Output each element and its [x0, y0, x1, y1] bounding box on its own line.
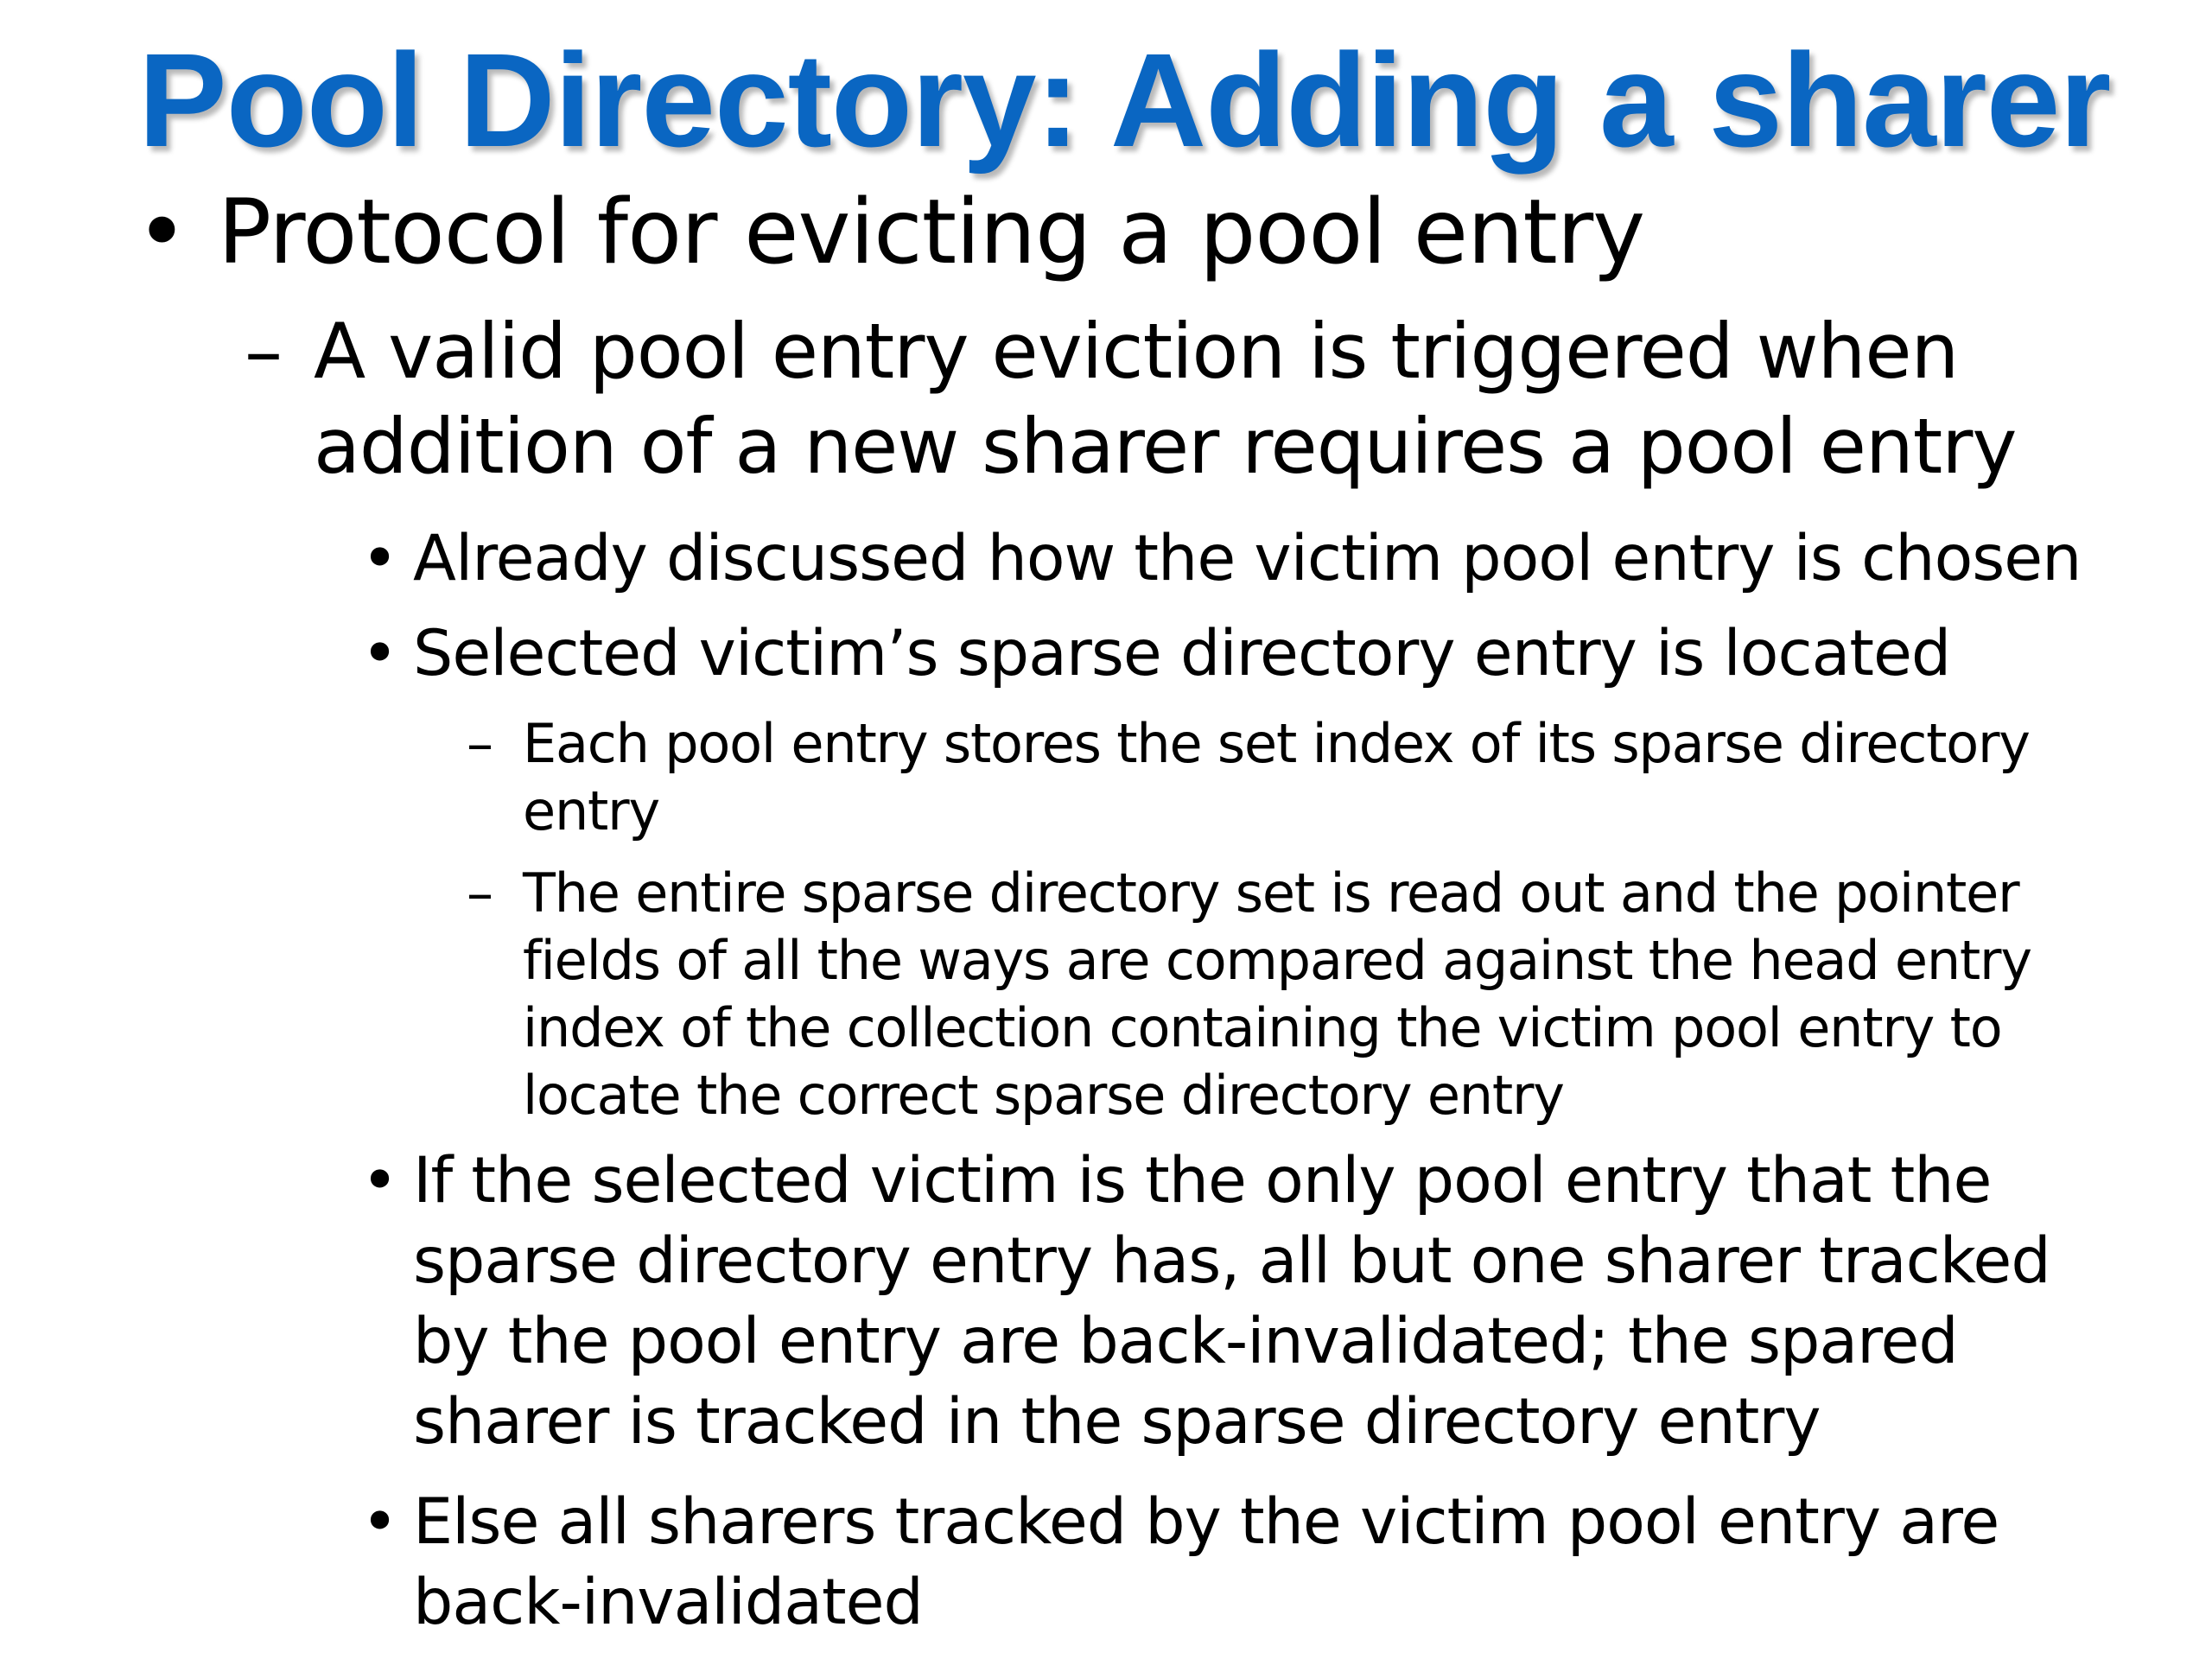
bullet-marker: • [361, 617, 398, 690]
bullet-line: Selected victim’s sparse directory entry is located [413, 617, 1951, 690]
dash-each-pool-entry [467, 710, 2030, 845]
dash-line: entry [523, 779, 659, 842]
dash-marker: – [467, 861, 493, 925]
dash-line: Each pool entry stores the set index of its sparse directory [523, 712, 2030, 775]
bullet-else-all-sharers [361, 1482, 1999, 1643]
bullet-already-discussed [361, 518, 2082, 599]
subpoint-line: addition of a new sharer requires a pool entry [314, 402, 2017, 491]
bullet-line: Already discussed how the victim pool entry is chosen [413, 522, 2082, 595]
bullet-text: Protocol for evicting a pool entry [218, 181, 1645, 284]
bullet-line: Else all sharers tracked by the victim pool entry are [413, 1485, 1999, 1559]
dash-line: index of the collection containing the victim pool entry to [523, 996, 2002, 1059]
dash-line: The entire sparse directory set is read out and the pointer [523, 861, 2019, 925]
bullet-marker: • [361, 1485, 398, 1559]
bullet-selected-victim [361, 613, 1951, 694]
dash-marker: – [245, 307, 282, 396]
subpoint-eviction-trigger [245, 304, 2017, 494]
bullet-if-only-pool-entry [361, 1141, 2050, 1462]
slide-title: Pool Directory: Adding a sharer [138, 26, 2111, 175]
subpoint-line: A valid pool entry eviction is triggered when [314, 307, 1959, 396]
dash-line: locate the correct sparse directory entry [523, 1064, 1564, 1127]
bullet-marker: • [361, 1144, 398, 1217]
dash-marker: – [467, 712, 493, 775]
bullet-marker: • [361, 522, 398, 595]
bullet-line: sharer is tracked in the sparse directory entry [413, 1385, 1821, 1459]
bullet-line: sparse directory entry has, all but one sharer tracked [413, 1224, 2050, 1298]
dash-line: fields of all the ways are compared against the head entry [523, 929, 2031, 992]
bullet-line: back-invalidated [413, 1566, 923, 1639]
bullet-line: If the selected victim is the only pool entry that the [413, 1144, 1992, 1217]
bullet-marker: • [136, 181, 188, 284]
bullet-protocol-evicting [136, 181, 1645, 284]
dash-entire-sparse-set [467, 860, 2031, 1129]
bullet-line: by the pool entry are back-invalidated; the spared [413, 1305, 1958, 1378]
